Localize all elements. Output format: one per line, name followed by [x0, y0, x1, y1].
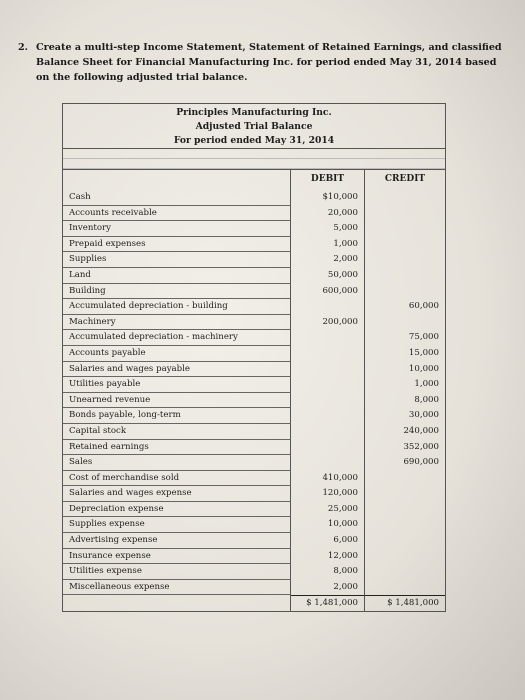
credit-amount	[365, 486, 445, 502]
debit-amount: 410,000	[291, 471, 365, 487]
debit-amount	[291, 440, 365, 456]
report-period: For period ended May 31, 2014	[173, 135, 335, 146]
table-row	[63, 206, 445, 222]
account-name: Insurance expense	[63, 549, 291, 565]
credit-amount: 10,000	[408, 363, 439, 374]
table-row	[63, 533, 445, 549]
debit-amount	[291, 362, 365, 378]
credit-amount	[365, 315, 445, 331]
credit-amount	[365, 471, 445, 487]
credit-amount	[365, 284, 445, 300]
question-text: Create a multi-step Income Statement, Statement of Retained Earnings, and classified Balance Sheet for Financial Manufacturing Inc. for period ended May 31, 2014 based on the following adjusted trial balance.	[36, 42, 502, 83]
table-row	[63, 299, 445, 315]
credit-amount: 690,000	[403, 457, 439, 468]
credit-amount: 75,000	[408, 332, 439, 343]
credit-amount: 8,000	[414, 394, 439, 405]
totals-label	[63, 595, 291, 611]
account-name: Unearned revenue	[63, 393, 291, 409]
report-title: Adjusted Trial Balance	[195, 121, 313, 132]
trial-balance-sheet	[62, 103, 446, 612]
account-name: Sales	[63, 455, 291, 471]
table-row	[63, 237, 445, 253]
account-name: Salaries and wages payable	[63, 362, 291, 378]
debit-amount: 5,000	[291, 221, 365, 237]
credit-amount: 30,000	[408, 410, 439, 421]
table-row	[63, 190, 445, 206]
account-name: Capital stock	[63, 424, 291, 440]
table-row	[63, 486, 445, 502]
credit-amount	[365, 221, 445, 237]
credit-amount: 240,000	[403, 425, 439, 436]
credit-amount: 1,000	[414, 379, 439, 390]
question-block	[18, 40, 513, 85]
account-name: Advertising expense	[63, 533, 291, 549]
total-debit: $ 1,481,000	[291, 595, 365, 611]
account-name: Cash	[63, 190, 291, 206]
debit-amount	[291, 393, 365, 409]
account-name: Miscellaneous expense	[63, 580, 291, 596]
debit-amount	[291, 299, 365, 315]
debit-amount	[291, 424, 365, 440]
table-row	[63, 393, 445, 409]
account-name: Machinery	[63, 315, 291, 331]
account-name: Land	[63, 268, 291, 284]
table-row	[63, 362, 445, 378]
account-name: Salaries and wages expense	[63, 486, 291, 502]
debit-amount	[291, 346, 365, 362]
account-name: Supplies expense	[63, 517, 291, 533]
table-row	[63, 377, 445, 393]
totals-row	[63, 595, 445, 611]
account-name: Supplies	[63, 252, 291, 268]
trial-balance-rows	[62, 190, 446, 612]
debit-amount	[291, 455, 365, 471]
account-name: Accounts receivable	[63, 206, 291, 222]
table-row	[63, 346, 445, 362]
credit-amount	[365, 533, 445, 549]
debit-amount: 50,000	[291, 268, 365, 284]
debit-amount: 1,000	[291, 237, 365, 253]
table-row	[63, 408, 445, 424]
total-credit: $ 1,481,000	[365, 595, 445, 611]
table-row	[63, 221, 445, 237]
account-name: Cost of merchandise sold	[63, 471, 291, 487]
table-row	[63, 580, 445, 596]
table-row	[63, 268, 445, 284]
debit-amount: 20,000	[291, 206, 365, 222]
credit-column-header: CREDIT	[384, 174, 426, 184]
debit-amount	[291, 330, 365, 346]
account-name: Accumulated depreciation - building	[63, 299, 291, 315]
debit-amount: $10,000	[291, 190, 365, 206]
credit-amount	[365, 580, 445, 596]
credit-amount	[365, 190, 445, 206]
debit-amount: 25,000	[291, 502, 365, 518]
debit-amount: 600,000	[291, 284, 365, 300]
question-number: 2.	[18, 42, 29, 53]
account-name: Bonds payable, long-term	[63, 408, 291, 424]
table-row	[63, 455, 445, 471]
account-name: Prepaid expenses	[63, 237, 291, 253]
account-name: Depreciation expense	[63, 502, 291, 518]
credit-amount	[365, 237, 445, 253]
debit-amount: 8,000	[291, 564, 365, 580]
table-row	[63, 564, 445, 580]
debit-amount: 2,000	[291, 252, 365, 268]
debit-amount: 120,000	[291, 486, 365, 502]
debit-column-header: DEBIT	[291, 170, 365, 190]
table-row	[63, 252, 445, 268]
credit-amount	[365, 252, 445, 268]
trial-balance-header	[62, 103, 446, 148]
credit-amount	[365, 502, 445, 518]
debit-amount: 12,000	[291, 549, 365, 565]
debit-amount: 200,000	[291, 315, 365, 331]
account-name: Accumulated depreciation - machinery	[63, 330, 291, 346]
account-name: Accounts payable	[63, 346, 291, 362]
table-row	[63, 502, 445, 518]
debit-amount: 10,000	[291, 517, 365, 533]
blank-ruled-area	[62, 148, 446, 169]
credit-amount	[365, 564, 445, 580]
account-column-header	[63, 170, 291, 190]
table-row	[63, 471, 445, 487]
debit-amount: 2,000	[291, 580, 365, 596]
account-name: Inventory	[63, 221, 291, 237]
table-row	[63, 424, 445, 440]
debit-amount	[291, 408, 365, 424]
debit-amount	[291, 377, 365, 393]
credit-amount	[365, 517, 445, 533]
credit-amount: 15,000	[408, 347, 439, 358]
account-name: Retained earnings	[63, 440, 291, 456]
table-row	[63, 549, 445, 565]
table-row	[63, 284, 445, 300]
credit-amount	[365, 206, 445, 222]
account-name: Building	[63, 284, 291, 300]
column-header-row	[62, 169, 446, 190]
table-row	[63, 440, 445, 456]
table-row	[63, 315, 445, 331]
table-row	[63, 517, 445, 533]
credit-amount: 352,000	[403, 441, 439, 452]
account-name: Utilities payable	[63, 377, 291, 393]
account-name: Utilities expense	[63, 564, 291, 580]
company-name: Principles Manufacturing Inc.	[176, 107, 332, 118]
credit-amount	[365, 549, 445, 565]
debit-amount: 6,000	[291, 533, 365, 549]
credit-amount: 60,000	[408, 301, 439, 312]
table-row	[63, 330, 445, 346]
credit-amount	[365, 268, 445, 284]
